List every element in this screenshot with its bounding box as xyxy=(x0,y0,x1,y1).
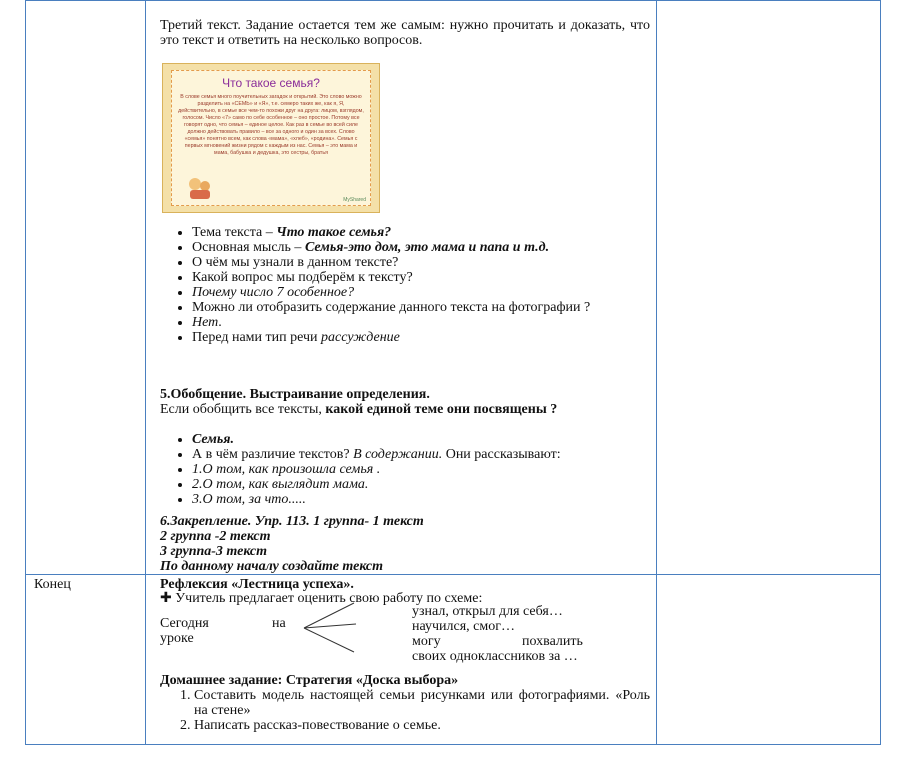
bullet-emphasis: Нет xyxy=(192,315,219,330)
table-border-right xyxy=(880,0,881,745)
bullet-item xyxy=(192,477,650,492)
scheme-arrow-down xyxy=(304,628,354,652)
bullet-item xyxy=(192,300,650,315)
homework-item: 2. Написать рассказ-повествование о семье. xyxy=(194,718,650,733)
bullet-item xyxy=(192,432,650,447)
bullet-text: Какой вопрос мы подберём к тексту? xyxy=(192,270,413,285)
table-border-top xyxy=(25,0,881,1)
bullet-trailing: . xyxy=(218,315,222,330)
row-label-konec: Конец xyxy=(34,577,71,592)
bullet-text: Можно ли отобразить содержание данного текста на фотографии ? xyxy=(192,300,591,315)
section6-block xyxy=(160,514,650,574)
homework-item: 1. Составить модель настоящей семьи рисунками или фотографиями. «Роль на стене» xyxy=(194,688,650,718)
scheme-arrows xyxy=(300,600,360,656)
bullet-list-summary xyxy=(140,432,650,507)
scheme-option-3-word-1: могу xyxy=(412,634,441,649)
scheme-left-line1 xyxy=(160,616,290,631)
bullet-list-questions xyxy=(140,225,650,345)
table-column-divider-1 xyxy=(145,0,146,745)
section6-line-1: 6.Закрепление. Упр. 113. 1 группа- 1 текст xyxy=(160,514,424,529)
table-border-bottom xyxy=(25,744,881,745)
bullet-emphasis: Семья-это дом, это мама и папа и т.д. xyxy=(304,240,550,255)
cross-bullet-icon: ✚ xyxy=(160,591,172,606)
bullet-item xyxy=(192,315,650,330)
bullet-emphasis: Почему число 7 особенное? xyxy=(192,285,355,300)
table-border-left xyxy=(25,0,26,745)
homework-title: Домашнее задание: Стратегия «Доска выбора» xyxy=(160,673,459,688)
bullet-text: Основная мысль – xyxy=(192,240,305,255)
family-cartoon-icon xyxy=(186,175,214,201)
scheme-word-segodnya: Сегодня xyxy=(160,616,209,631)
bullet-item xyxy=(192,462,650,477)
bullet-item xyxy=(192,285,650,300)
scheme-left-line2: уроке xyxy=(160,631,194,646)
scheme-option-3 xyxy=(412,634,652,649)
scheme-option-4: своих одноклассников за … xyxy=(412,649,578,664)
intro-paragraph: Третий текст. Задание остается тем же самым: нужно прочитать и доказать, что это текст и ответить на несколько вопросов. xyxy=(160,18,650,48)
bullet-emphasis: рассуждение xyxy=(321,330,400,345)
reflection-title: Рефлексия «Лестница успеха». xyxy=(160,577,354,592)
bullet-emphasis: В содержании. xyxy=(353,447,443,462)
section5-question xyxy=(160,402,650,417)
teacher-instruction-text: Учитель предлагает оценить свою работу по схеме: xyxy=(175,591,483,606)
bullet-emphasis: 2.О том, как выглядит мама. xyxy=(192,477,369,492)
scheme-option-2: научился, смог… xyxy=(412,619,515,634)
scheme-option-1: узнал, открыл для себя… xyxy=(412,604,563,619)
bullet-emphasis: 1.О том, как произошла семья . xyxy=(192,462,381,477)
section5-title: 5.Обобщение. Выстраивание определения. xyxy=(160,387,430,402)
poster-body-text: В слове семья много поучительных загадок и открытий. Это слово можно разделить на «СЕМЬ» и «Я», т.е. семеро таких же, как я, Я, действительно, в семье все чем-то похожи друг на друга: лицом, взглядом, голосом. Число «7» само по себе особенное – оно простое. Потому все говорят одно, что семья – единое целое. Как раз в семье во всей силе должно действовать правило – все за одного и один за всех. Слово «семья» понятно всем, как слова «мама», «хлеб», «родина». Семья с первых мгновений жизни рядом с каждым из нас. Семья – это мама и мама, бабушка и дедушка, это сестры, братья xyxy=(178,94,364,156)
table-column-divider-2 xyxy=(656,0,657,745)
scheme-option-3-word-2: похвалить xyxy=(522,634,583,649)
bullet-text: О чём мы узнали в данном тексте? xyxy=(192,255,399,270)
bullet-emphasis: Что такое семья? xyxy=(276,225,392,240)
section5-block xyxy=(160,387,650,417)
bullet-text: Перед нами тип речи xyxy=(192,330,322,345)
table-row-divider xyxy=(25,574,881,575)
section6-line-4: По данному началу создайте текст xyxy=(160,559,383,574)
bullet-text: Тема текста – xyxy=(192,225,277,240)
poster-frame xyxy=(171,70,371,206)
bullet-text: А в чём различие текстов? xyxy=(192,447,354,462)
homework-list xyxy=(150,688,650,733)
family-poster-image xyxy=(162,63,380,213)
bullet-item xyxy=(192,240,650,255)
bullet-item xyxy=(192,492,650,507)
scheme-right-block xyxy=(412,604,652,664)
section6-line-2: 2 группа -2 текст xyxy=(160,529,271,544)
bullet-item xyxy=(192,447,650,462)
bullet-trailing: Они рассказывают: xyxy=(442,447,561,462)
section5-question-bold: какой единой теме они посвящены ? xyxy=(325,402,558,417)
poster-title: Что такое семья? xyxy=(222,76,320,90)
bullet-item xyxy=(192,225,650,240)
section5-question-plain: Если обобщить все тексты, xyxy=(160,402,326,417)
bullet-emphasis: 3.О том, за что..... xyxy=(192,492,306,507)
bullet-item xyxy=(192,330,650,345)
bullet-item xyxy=(192,255,650,270)
scheme-word-na: на xyxy=(272,616,286,631)
bullet-emphasis: Семья. xyxy=(192,432,234,447)
section6-line-3: 3 группа-3 текст xyxy=(160,544,268,559)
bullet-item xyxy=(192,270,650,285)
poster-footer: MyShared xyxy=(343,197,366,203)
